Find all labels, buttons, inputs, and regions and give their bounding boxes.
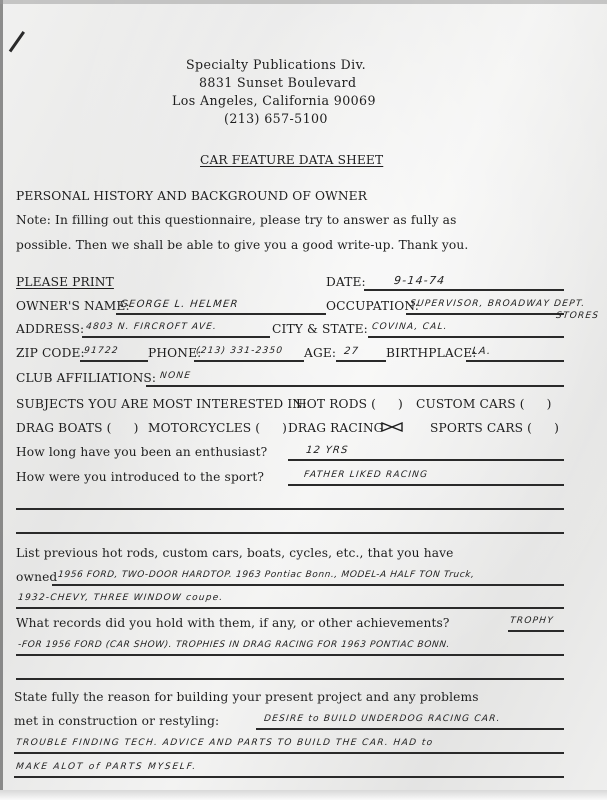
form-title: CAR FEATURE DATA SHEET — [200, 153, 384, 167]
reason-line-2 — [14, 752, 564, 754]
list-previous-label: List previous hot rods, custom cars, boats, cycles, etc., that you have — [16, 546, 454, 560]
enthusiast-line — [288, 459, 564, 461]
scan-edge-bottom — [0, 790, 607, 800]
owned-field-2[interactable]: 1932-CHEVY, THREE WINDOW coupe. — [17, 593, 224, 603]
enthusiast-field[interactable]: 12 YRS — [305, 445, 350, 456]
reason-line-1 — [256, 728, 564, 730]
city-state-label: CITY & STATE: — [272, 322, 368, 336]
reason-field-2[interactable]: TROUBLE FINDING TECH. ADVICE AND PARTS TO BUILD THE CAR. HAD to — [15, 738, 435, 748]
zip-line — [80, 360, 148, 362]
city-state-line — [368, 336, 564, 338]
subject-label: CUSTOM CARS ( — [416, 397, 525, 411]
phone-field[interactable]: (213) 331-2350 — [195, 346, 284, 356]
subject-hot-rods[interactable] — [296, 397, 403, 411]
address-line — [82, 336, 270, 338]
letterhead-city: Los Angeles, California 90069 — [172, 93, 376, 108]
city-state-field[interactable]: COVINA, CAL. — [371, 322, 449, 332]
reason-field-3[interactable]: MAKE ALOT of PARTS MYSELF. — [15, 762, 198, 772]
birthplace-label: BIRTHPLACE: — [386, 346, 477, 360]
subject-drag-boats[interactable] — [16, 421, 138, 435]
letterhead-street: 8831 Sunset Boulevard — [199, 75, 357, 90]
address-label: ADDRESS: — [16, 322, 85, 336]
blank-line — [16, 508, 564, 510]
subject-close-paren: ) — [554, 421, 559, 435]
subject-label: SPORTS CARS ( — [430, 421, 533, 435]
owned-line-2 — [16, 607, 564, 609]
records-label: What records did you hold with them, if any, or other achievements? — [16, 616, 450, 630]
reason-field-1[interactable]: DESIRE to BUILD UNDERDOG RACING CAR. — [263, 714, 502, 724]
zip-field[interactable]: 91722 — [83, 346, 120, 356]
subject-label: HOT RODS ( — [296, 397, 377, 411]
scan-edge-left — [0, 0, 3, 800]
scan-edge-top — [0, 0, 607, 4]
phone-line — [194, 360, 304, 362]
occupation-field[interactable]: SUPERVISOR, BROADWAY DEPT. — [409, 299, 586, 309]
subject-close-paren: ) — [282, 421, 288, 435]
subjects-label: SUBJECTS YOU ARE MOST INTERESTED IN: — [16, 397, 307, 411]
occupation-line — [406, 313, 564, 315]
subject-custom-cars[interactable] — [416, 397, 552, 411]
records-field-2[interactable]: -FOR 1956 FORD (CAR SHOW). TROPHIES IN DRAG RACING FOR 1963 PONTIAC BONN. — [17, 640, 451, 650]
subject-close-paren: ) — [398, 397, 403, 411]
subject-motorcycles[interactable] — [148, 421, 287, 435]
subject-label: MOTORCYCLES ( — [148, 421, 261, 435]
owner-name-label: OWNER'S NAME: — [16, 299, 130, 313]
note-line-2: possible. Then we shall be able to give you a good write-up. Thank you. — [16, 238, 469, 252]
subject-label: DRAG RACING — [288, 421, 384, 435]
age-label: AGE: — [304, 346, 337, 360]
subject-close-paren: ) — [133, 421, 139, 435]
reason-label-2: met in construction or restyling: — [14, 714, 220, 728]
occupation-label: OCCUPATION: — [326, 299, 420, 313]
subject-sports-cars[interactable] — [430, 421, 559, 435]
owner-name-field[interactable]: GEORGE L. HELMER — [119, 299, 240, 310]
records-line-2 — [16, 654, 564, 656]
zip-label: ZIP CODE: — [16, 346, 85, 360]
reason-line-3 — [14, 776, 564, 778]
letterhead-phone: (213) 657-5100 — [224, 111, 328, 126]
note-line-1: Note: In filling out this questionnaire, please try to answer as fully as — [16, 213, 457, 227]
club-field[interactable]: NONE — [159, 371, 192, 381]
owned-line-1 — [52, 584, 564, 586]
age-field[interactable]: 27 — [343, 346, 360, 357]
subject-close-paren: ) — [546, 397, 552, 411]
blank-line — [16, 532, 564, 534]
reason-label-1: State fully the reason for building your present project and any problems — [14, 690, 479, 704]
owned-field-1[interactable]: 1956 FORD, TWO-DOOR HARDTOP. 1963 Pontiac Bonn., MODEL-A HALF TON Truck, — [57, 570, 476, 580]
introduced-line — [288, 484, 564, 486]
age-line — [336, 360, 386, 362]
date-field[interactable]: 9-14-74 — [393, 274, 447, 287]
date-field-line — [364, 289, 564, 291]
birthplace-field[interactable]: LA. — [471, 346, 492, 357]
subject-drag-racing[interactable] — [288, 421, 384, 435]
club-label: CLUB AFFILIATIONS: — [16, 371, 157, 385]
date-label: DATE: — [326, 275, 366, 289]
enthusiast-label: How long have you been an enthusiast? — [16, 445, 268, 459]
section-title: PERSONAL HISTORY AND BACKGROUND OF OWNER — [16, 189, 368, 203]
birthplace-line — [466, 360, 564, 362]
introduced-label: How were you introduced to the sport? — [16, 470, 265, 484]
letterhead-org: Specialty Publications Div. — [186, 57, 366, 72]
club-line — [146, 385, 564, 387]
records-field-1[interactable]: TROPHY — [509, 616, 555, 626]
please-print-label: PLEASE PRINT — [16, 275, 114, 289]
pen-mark — [9, 31, 25, 52]
introduced-field[interactable]: FATHER LIKED RACING — [303, 470, 429, 480]
owner-name-line — [116, 313, 326, 315]
drag-racing-check-mark[interactable] — [380, 421, 404, 433]
blank-line — [16, 678, 564, 680]
subject-label: DRAG BOATS ( — [16, 421, 112, 435]
occupation-field-continued[interactable]: STORES — [555, 311, 600, 321]
owned-label: owned — [16, 570, 58, 584]
phone-label: PHONE: — [148, 346, 202, 360]
records-line-1 — [508, 630, 564, 632]
address-field[interactable]: 4803 N. FIRCROFT AVE. — [85, 322, 218, 332]
